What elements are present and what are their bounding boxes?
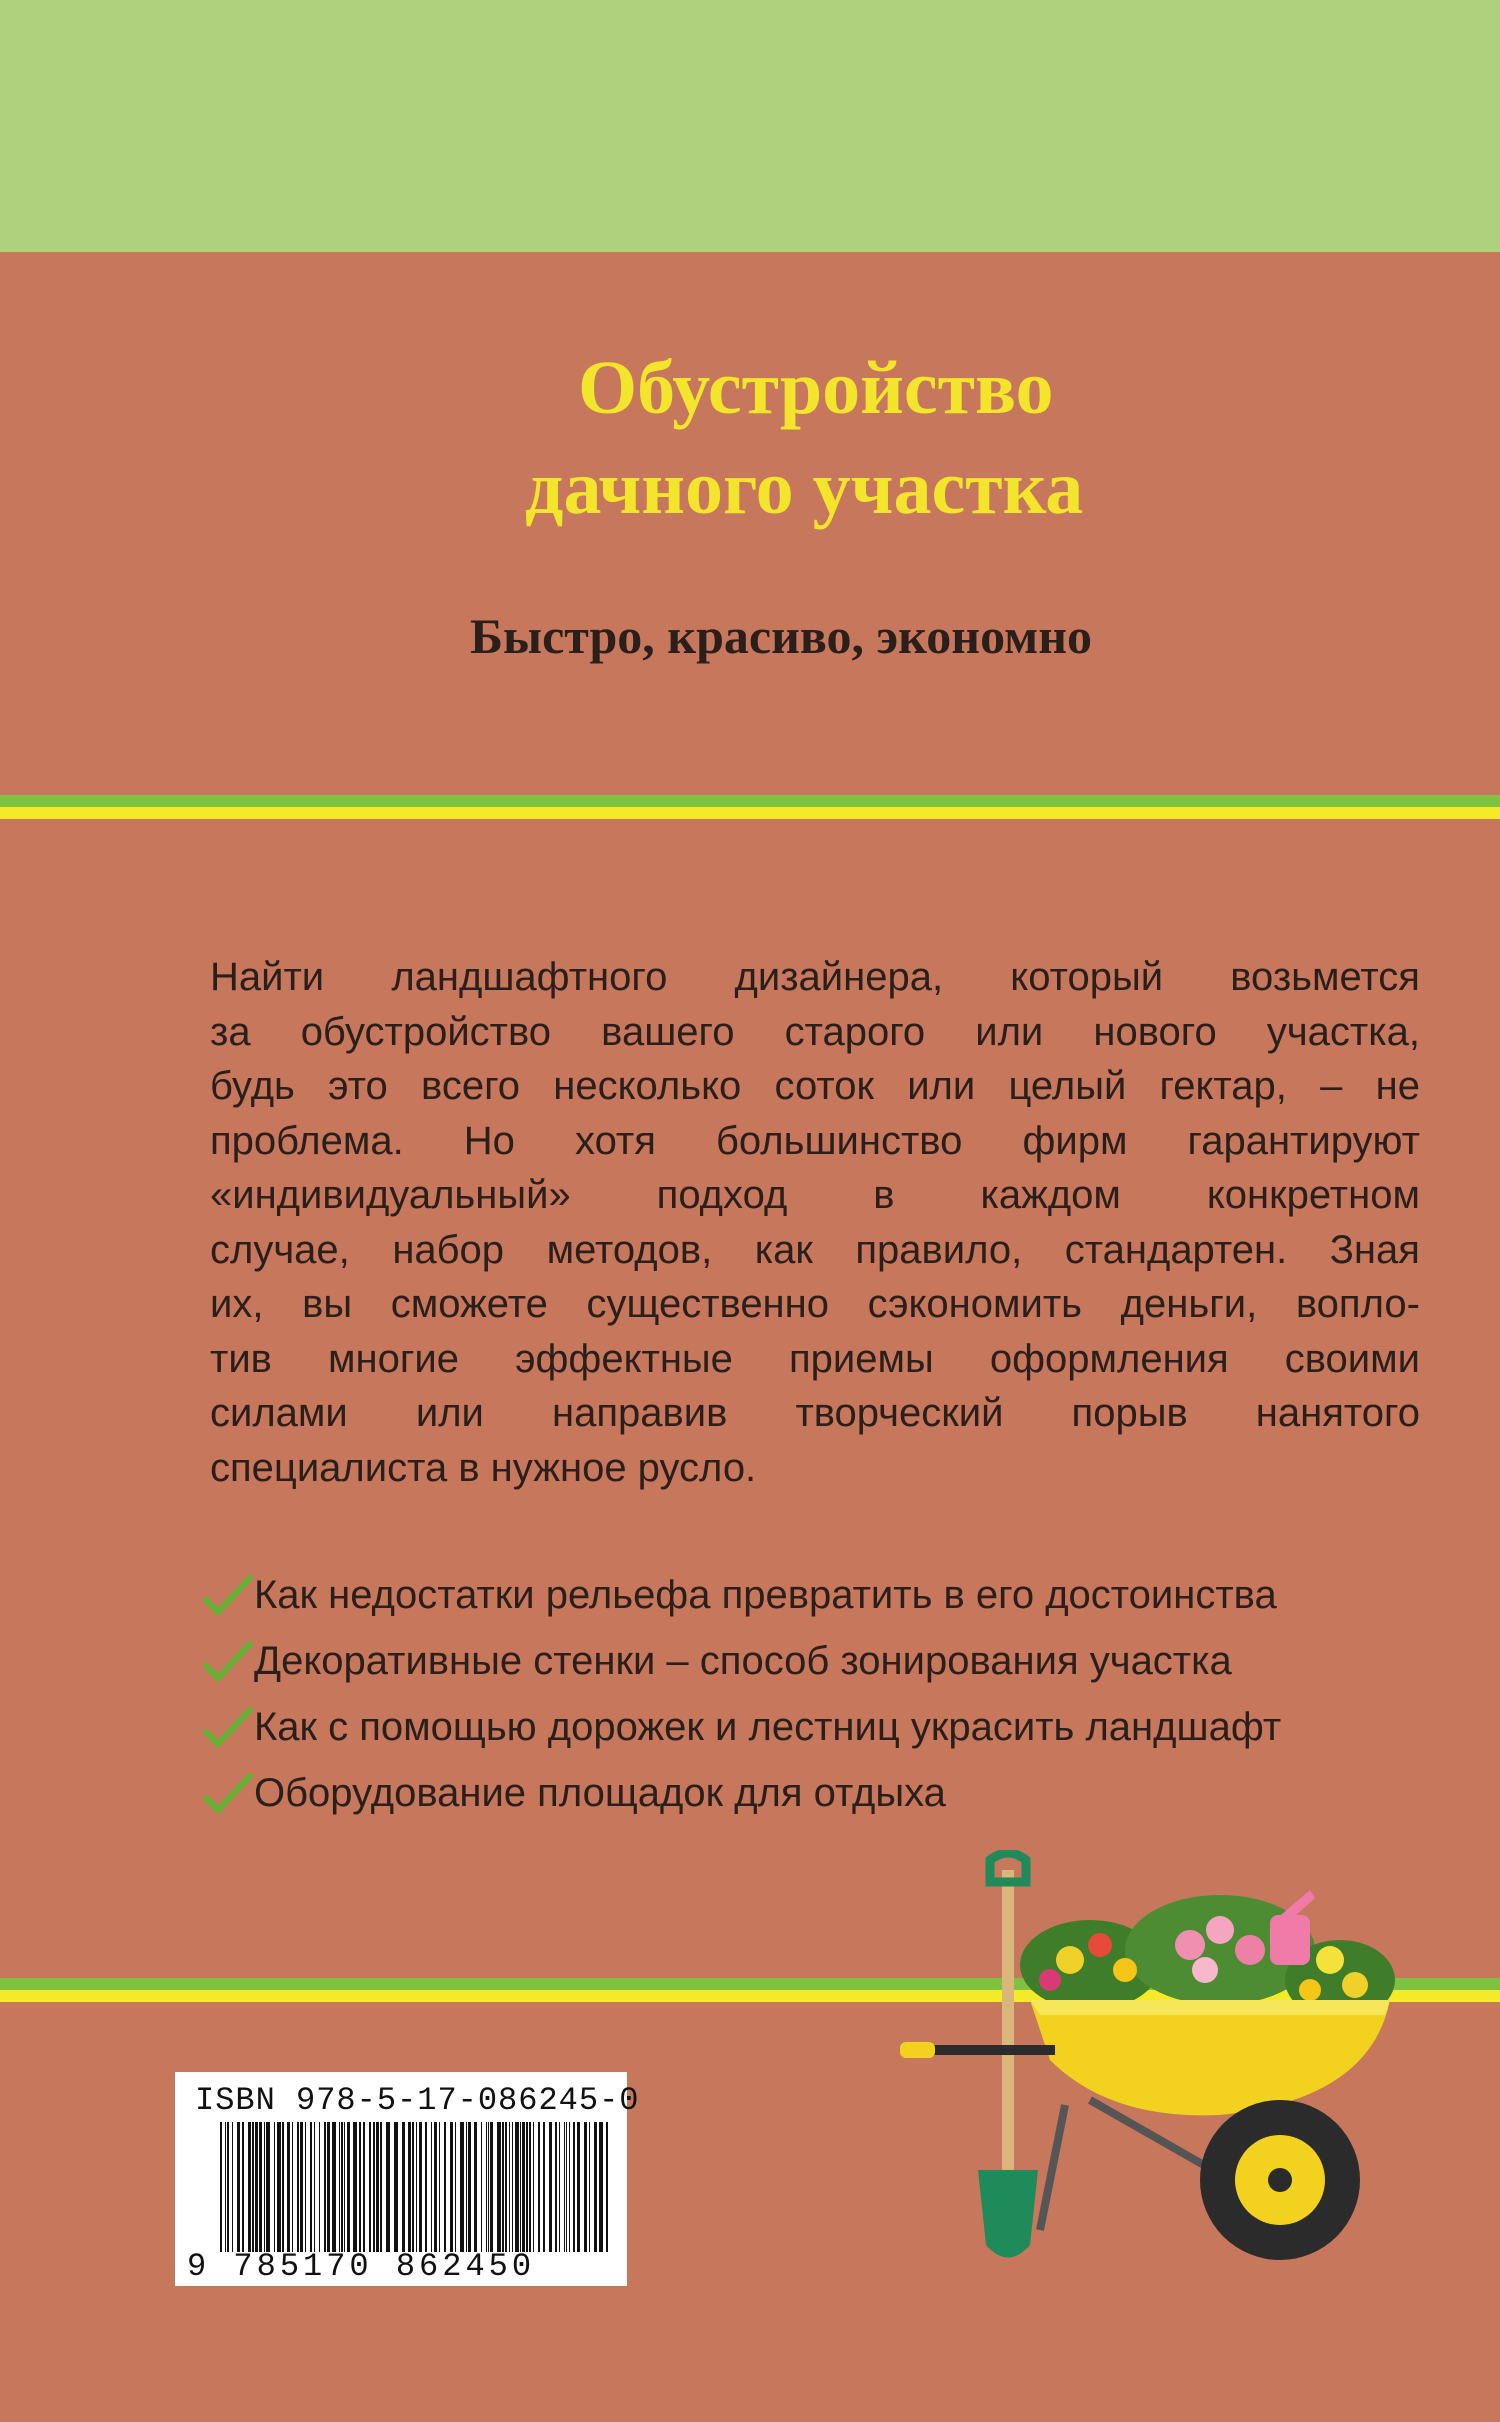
description-line: случае, набор методов, как правило, стандартен. Зная [210, 1227, 1420, 1272]
check-icon [202, 1704, 254, 1754]
description-line: Найти ландшафтного дизайнера, который возьмется [210, 955, 1420, 999]
feature-item [202, 1697, 1281, 1757]
shovel-blade [978, 2170, 1038, 2258]
wheelbarrow-illustration [890, 1850, 1430, 2270]
check-icon [202, 1770, 254, 1820]
wheelbarrow-tub [1030, 2000, 1390, 2115]
shovel-grip [990, 1853, 1026, 1882]
feature-text: Декоративные стенки – способ зонирования участка [254, 1639, 1232, 1683]
feature-item [202, 1763, 946, 1823]
feature-item [202, 1565, 1277, 1625]
title-line-1: Обустройство [578, 346, 1054, 430]
description-line: силами или направив творческий порыв нанятого [210, 1391, 1420, 1435]
top-color-band [0, 0, 1500, 252]
book-subtitle: Быстро, красиво, экономно [470, 608, 1093, 664]
barcode-graphic [220, 2122, 610, 2252]
stripe-divider-top [0, 795, 1500, 819]
feature-text: Как с помощью дорожек и лестниц украсить ландшафт [254, 1705, 1282, 1749]
isbn-number: ISBN 978-5-17-086245-0 [195, 2082, 640, 2119]
description-line: проблема. Но хотя большинство фирм гарантируют [210, 1118, 1420, 1163]
feature-text: Как недостатки рельефа превратить в его достоинства [254, 1573, 1277, 1617]
description-line: будь это всего несколько соток или целый гектар, – не [210, 1064, 1420, 1108]
isbn-barcode-block [175, 2072, 640, 2286]
check-icon [202, 1638, 254, 1688]
feature-text: Оборудование площадок для отдыха [254, 1771, 946, 1815]
description-line: тив многие эффектные приемы оформления своими [210, 1336, 1420, 1381]
description-line: за обустройство вашего старого или нового участка, [210, 1009, 1420, 1054]
shovel-handle [1002, 1870, 1014, 2180]
description-paragraph [210, 950, 1420, 1495]
description-line: специалиста в нужное русло. [210, 1445, 757, 1490]
check-icon [202, 1572, 254, 1622]
description-line: «индивидуальный» подход в каждом конкретном [210, 1173, 1420, 1217]
title-line-2: дачного участка [525, 446, 1084, 530]
feature-item [202, 1631, 1232, 1691]
description-line: их, вы сможете существенно сэкономить деньги, вопло- [210, 1282, 1420, 1326]
barcode-digits: 9 785170 862450 [187, 2248, 536, 2285]
